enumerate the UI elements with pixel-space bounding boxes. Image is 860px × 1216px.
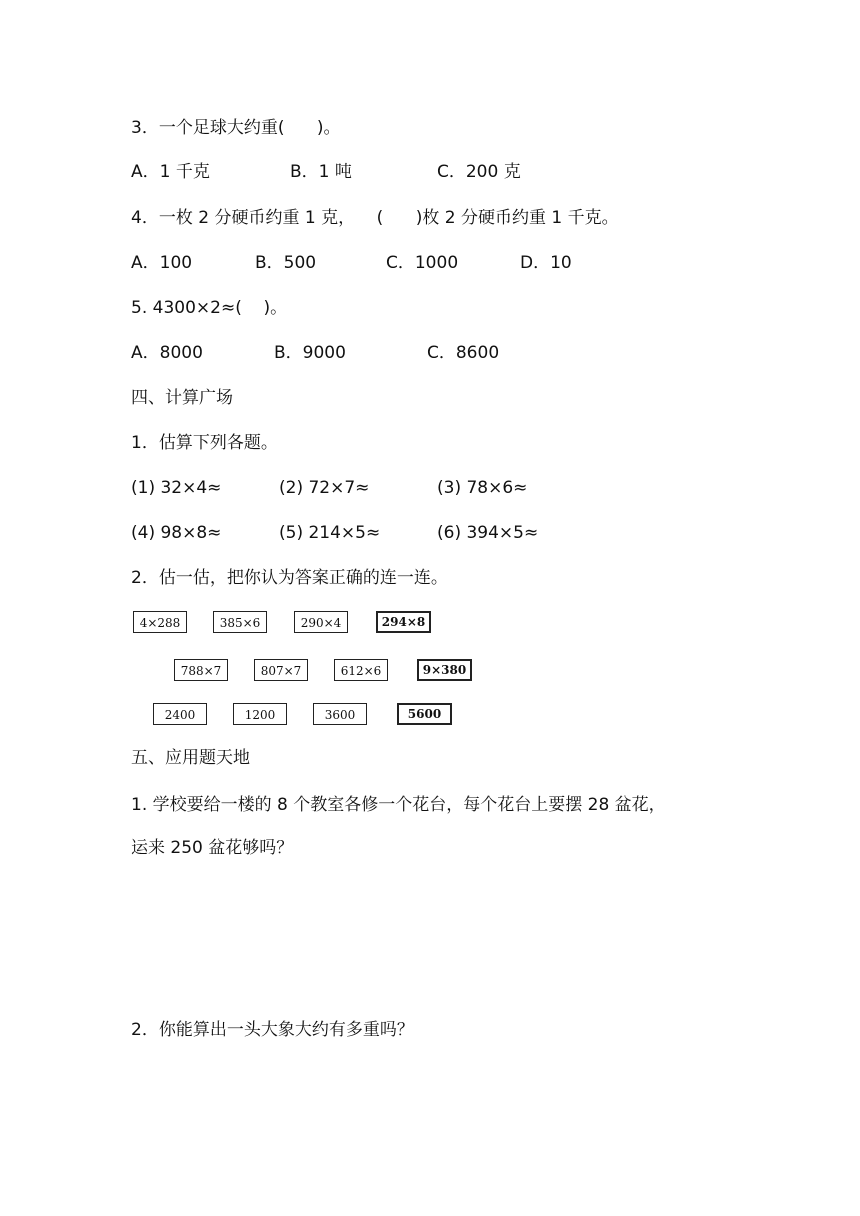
match-expression-box[interactable]: 4×288: [133, 611, 187, 633]
estimate-item: (1) 32×4≈: [131, 478, 222, 498]
estimate-item: (6) 394×5≈: [437, 523, 539, 543]
q5-option-a: A．8000: [131, 343, 203, 363]
q3-option-c: C．200 克: [437, 162, 521, 182]
match-expression-box[interactable]: 9×380: [417, 659, 472, 681]
q3-option-a: A．1 千克: [131, 162, 210, 182]
match-expression-box[interactable]: 290×4: [294, 611, 348, 633]
section-5-title: 五、应用题天地: [131, 748, 250, 768]
match-expression-box[interactable]: 612×6: [334, 659, 388, 681]
estimate-item: (2) 72×7≈: [279, 478, 370, 498]
estimate-title: 1．估算下列各题。: [131, 433, 278, 453]
word-problem-1-line-1: 1. 学校要给一楼的 8 个教室各修一个花台，每个花台上要摆 28 盆花，: [131, 795, 666, 815]
match-answer-box[interactable]: 1200: [233, 703, 287, 725]
question-3-stem: 3．一个足球大约重( )。: [131, 118, 341, 138]
match-answer-box[interactable]: 3600: [313, 703, 367, 725]
match-expression-box[interactable]: 788×7: [174, 659, 228, 681]
q3-option-b: B．1 吨: [290, 162, 352, 182]
q4-option-c: C．1000: [386, 253, 459, 273]
estimate-item: (4) 98×8≈: [131, 523, 222, 543]
match-answer-box[interactable]: 5600: [397, 703, 452, 725]
q4-option-b: B．500: [255, 253, 317, 273]
question-5-stem: 5. 4300×2≈( )。: [131, 298, 288, 318]
match-answer-box[interactable]: 2400: [153, 703, 207, 725]
question-4-stem: 4．一枚 2 分硬币约重 1 克， ( )枚 2 分硬币约重 1 千克。: [131, 208, 619, 228]
word-problem-1-line-2: 运来 250 盆花够吗？: [131, 838, 294, 858]
estimate-item: (3) 78×6≈: [437, 478, 528, 498]
estimate-item: (5) 214×5≈: [279, 523, 381, 543]
q5-option-b: B．9000: [274, 343, 346, 363]
q4-option-a: A．100: [131, 253, 193, 273]
match-expression-box[interactable]: 807×7: [254, 659, 308, 681]
match-expression-box[interactable]: 385×6: [213, 611, 267, 633]
q4-option-d: D．10: [520, 253, 572, 273]
q5-option-c: C．8600: [427, 343, 500, 363]
matching-title: 2．估一估，把你认为答案正确的连一连。: [131, 568, 448, 588]
match-expression-box[interactable]: 294×8: [376, 611, 431, 633]
section-4-title: 四、计算广场: [131, 388, 233, 408]
word-problem-2: 2．你能算出一头大象大约有多重吗？: [131, 1020, 414, 1040]
